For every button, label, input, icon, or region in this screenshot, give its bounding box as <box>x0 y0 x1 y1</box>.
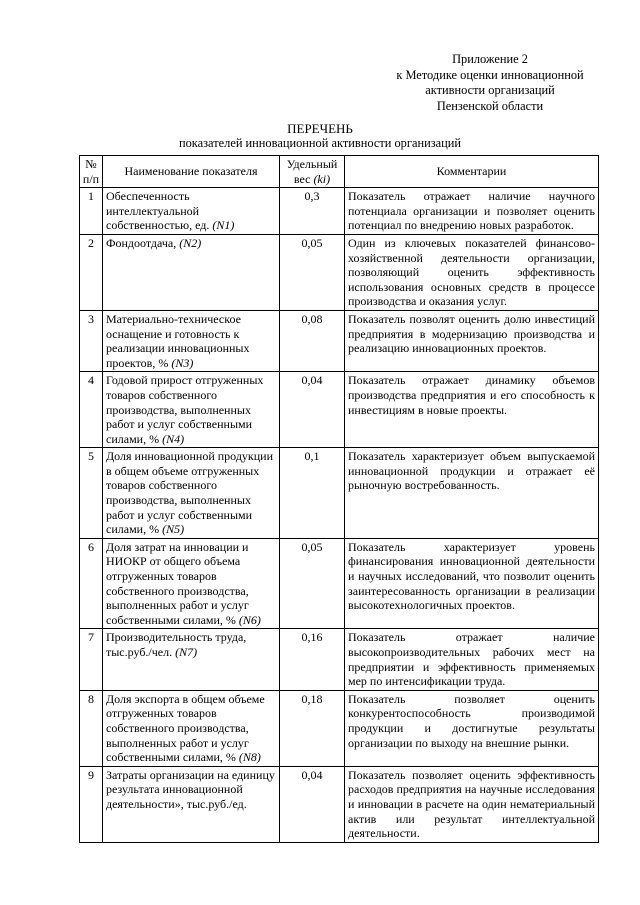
indicator-symbol: (N8) <box>238 750 261 765</box>
appendix-line: к Методике оценки инновационной <box>396 67 584 82</box>
header-name: Наименование показателя <box>103 156 280 188</box>
row-num: 6 <box>80 538 103 629</box>
appendix-line: Приложение 2 <box>452 52 528 66</box>
header-num: № п/п <box>80 156 103 188</box>
row-comment: Показатель отражает наличие высокопроизводительных рабочих мест на предприятии и эффективность применяемых мер по интенсификации труда. <box>345 629 599 690</box>
row-weight: 0,3 <box>280 188 345 235</box>
row-indicator-name <box>103 629 280 690</box>
row-comment: Один из ключевых показателей финансово-хозяйственной деятельности организации, позволяющий оценить эффективность использования основных средств в процессе производства и оказания услуг. <box>345 234 599 310</box>
header-weight-label: Удельный вес <box>286 157 338 186</box>
row-weight: 0,1 <box>280 448 345 539</box>
indicator-name-text: Фондоотдача, <box>106 235 177 250</box>
row-num: 3 <box>80 310 103 371</box>
indicator-name-text: Доля инновационной продукции в общем объеме отгруженных товаров собственного производства, выполненных работ и услуг собственными силами, % <box>106 449 274 537</box>
row-indicator-name <box>103 234 280 310</box>
indicators-table <box>79 155 599 843</box>
row-comment: Показатель отражает динамику объемов производства предприятия и его способность к инвестициям в новые проекты. <box>345 372 599 448</box>
row-num: 9 <box>80 766 103 842</box>
row-indicator-name <box>103 372 280 448</box>
row-indicator-name <box>103 766 280 842</box>
row-weight: 0,04 <box>280 372 345 448</box>
row-num: 4 <box>80 372 103 448</box>
indicator-symbol: (N1) <box>212 218 235 233</box>
row-comment: Показатель отражает наличие научного потенциала организации и позволяет оценить потенциал по внедрению новых разработок. <box>345 188 599 235</box>
header-comment: Комментарии <box>345 156 599 188</box>
row-weight: 0,08 <box>280 310 345 371</box>
table-header-row <box>80 156 599 188</box>
indicator-symbol: (N7) <box>175 645 198 659</box>
row-weight: 0,05 <box>280 234 345 310</box>
table-row <box>80 372 599 448</box>
table-row <box>80 188 599 235</box>
indicator-symbol: (N5) <box>162 522 185 537</box>
indicator-symbol: (N4) <box>162 431 185 446</box>
row-weight: 0,05 <box>280 538 345 629</box>
document-subtitle: показателей инновационной активности организаций <box>178 136 462 150</box>
indicator-symbol: (N6) <box>238 612 261 627</box>
table-row <box>80 629 599 690</box>
row-indicator-name <box>103 188 280 235</box>
row-num: 5 <box>80 448 103 539</box>
row-weight: 0,18 <box>280 690 345 766</box>
row-comment: Показатель позволяет оценить эффективность расходов предприятия на научные исследования и инновации в расчете на один нематериальный актив или результат интеллектуальной деятельности. <box>345 766 599 842</box>
table-row <box>80 234 599 310</box>
indicator-symbol: (N2) <box>179 235 202 250</box>
header-weight-symbol: (ki) <box>313 171 331 186</box>
row-comment: Показатель позволят оценить долю инвестиций предприятия в модернизацию производства и реализацию инновационных проектов. <box>345 310 599 371</box>
indicator-name-text: Доля экспорта в общем объеме отгруженных товаров собственного производства, выполненных работ и услуг собственными силами, % <box>106 691 265 765</box>
indicator-name-text: Обеспеченность интеллектуальной собственностью, ед. <box>106 189 210 233</box>
appendix-line: активности организаций <box>425 83 555 97</box>
table-row <box>80 538 599 629</box>
document-title: ПЕРЕЧЕНЬ <box>287 121 353 136</box>
row-comment: Показатель характеризует уровень финансирования инновационной деятельности и научных исследований, что позволит оценить заинтересованность организации в реализации высокотехнологичных проектов. <box>345 538 599 629</box>
row-indicator-name <box>103 310 280 371</box>
table-row <box>80 690 599 766</box>
table-row <box>80 448 599 539</box>
appendix-heading <box>360 52 620 114</box>
row-weight: 0,16 <box>280 629 345 690</box>
header-weight <box>280 156 345 188</box>
row-weight: 0,04 <box>280 766 345 842</box>
indicator-symbol: (N3) <box>171 355 194 370</box>
row-num: 8 <box>80 690 103 766</box>
indicator-name-text: Затраты организации на единицу результата инновационной деятельности», тыс.руб./ед. <box>106 767 275 811</box>
row-num: 7 <box>80 629 103 690</box>
row-num: 2 <box>80 234 103 310</box>
row-num: 1 <box>80 188 103 235</box>
indicator-name-text: Производительность труда, тыс.руб./чел. <box>106 630 247 659</box>
row-indicator-name <box>103 448 280 539</box>
row-comment: Показатель характеризует объем выпускаемой инновационной продукции и отражает её рыночную востребованность. <box>345 448 599 539</box>
row-indicator-name <box>103 690 280 766</box>
appendix-line: Пензенской области <box>436 98 544 113</box>
row-comment: Показатель позволяет оценить конкурентоспособность производимой продукции и достигнутые результаты организации по выходу на внешние рынки. <box>345 690 599 766</box>
row-indicator-name <box>103 538 280 629</box>
indicator-name-text: Доля затрат на инновации и НИОКР от общего объема отгруженных товаров собственного производства, выполненных работ и услуг собственными силами, % <box>106 539 249 627</box>
table-row <box>80 766 599 842</box>
indicator-name-text: Годовой прирост отгруженных товаров собственного производства, выполненных работ и услуг собственными силами, % <box>106 373 264 446</box>
table-row <box>80 310 599 371</box>
indicator-name-text: Материально-техническое оснащение и готовность к реализации инновационных проектов, % <box>106 311 250 370</box>
